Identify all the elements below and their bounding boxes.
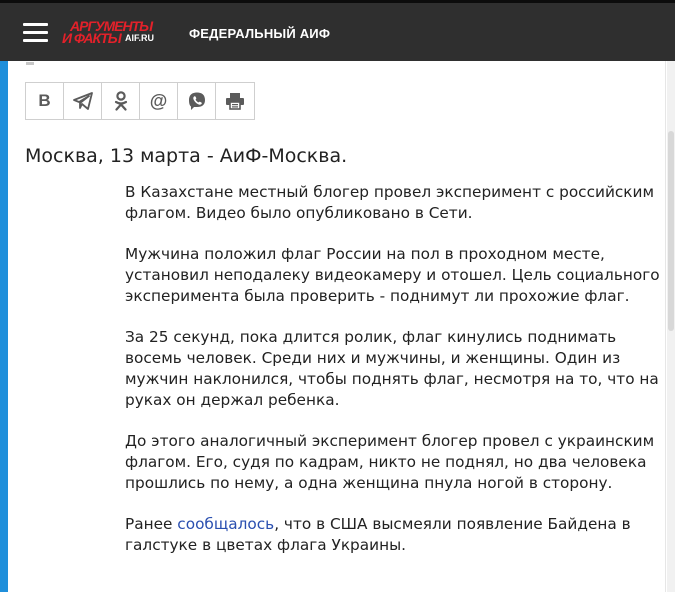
related-news-link[interactable]: сообщалось bbox=[177, 515, 275, 533]
page-scrollbar[interactable] bbox=[667, 61, 675, 592]
share-email-button[interactable] bbox=[140, 83, 178, 119]
paragraph-text-after-link: , что в США высмеяли появление Байдена в галстуке в цветах флага Украины. bbox=[125, 515, 631, 554]
odnoklassniki-icon bbox=[114, 91, 128, 111]
print-button[interactable] bbox=[216, 83, 254, 119]
share-vk-button[interactable] bbox=[26, 83, 64, 119]
share-odnoklassniki-button[interactable] bbox=[102, 83, 140, 119]
content-right-border bbox=[665, 61, 666, 592]
telegram-icon bbox=[73, 92, 93, 110]
aif-logo[interactable] bbox=[62, 18, 162, 48]
article-paragraph: Мужчина положил флаг России на пол в проходном месте, установил неподалеку видеокамеру и отошел. Цель социального эксперимента была проверить - поднимут ли прохожие флаг. bbox=[125, 245, 660, 305]
article-paragraph: До этого аналогичный эксперимент блогер провел с украинским флагом. Его, судя по кадрам, никто не поднял, но два человека прошлись по нему, а одна женщина пнула ногой в сторону. bbox=[125, 432, 655, 492]
article-paragraph-last bbox=[125, 514, 660, 556]
printer-icon bbox=[225, 92, 245, 110]
article-dateline: Москва, 13 марта - АиФ-Москва. bbox=[25, 145, 348, 167]
scrollbar-thumb[interactable] bbox=[668, 131, 674, 331]
share-buttons-bar bbox=[25, 82, 255, 120]
article-body bbox=[125, 182, 660, 576]
paragraph-text-before-link: Ранее bbox=[125, 515, 178, 533]
article-paragraph: За 25 секунд, пока длится ролик, флаг кинулись поднимать восемь человек. Среди них и мужчины, и женщины. Один из мужчин наклонился, чтобы поднять флаг, несмотря на то, что на руках он держал ребенка. bbox=[125, 328, 659, 409]
article-paragraph: В Казахстане местный блогер провел эксперимент с российским флагом. Видео было опубликовано в Сети. bbox=[125, 183, 655, 222]
viber-icon bbox=[187, 91, 207, 111]
email-icon: @ bbox=[149, 90, 168, 111]
cropped-breadcrumb-fragment bbox=[26, 62, 34, 65]
left-accent-stripe bbox=[0, 61, 8, 592]
section-title-link[interactable]: ФЕДЕРАЛЬНЫЙ АИФ bbox=[189, 26, 331, 41]
share-telegram-button[interactable] bbox=[64, 83, 102, 119]
share-viber-button[interactable] bbox=[178, 83, 216, 119]
logo-domain: AIF.RU bbox=[125, 33, 154, 43]
hamburger-menu-icon[interactable] bbox=[23, 23, 48, 43]
top-navigation-bar bbox=[0, 0, 675, 61]
logo-line-1: АРГУМЕНТЫ bbox=[70, 18, 153, 34]
logo-line-2: И ФАКТЫ bbox=[62, 30, 121, 46]
vk-icon: В bbox=[38, 91, 51, 110]
